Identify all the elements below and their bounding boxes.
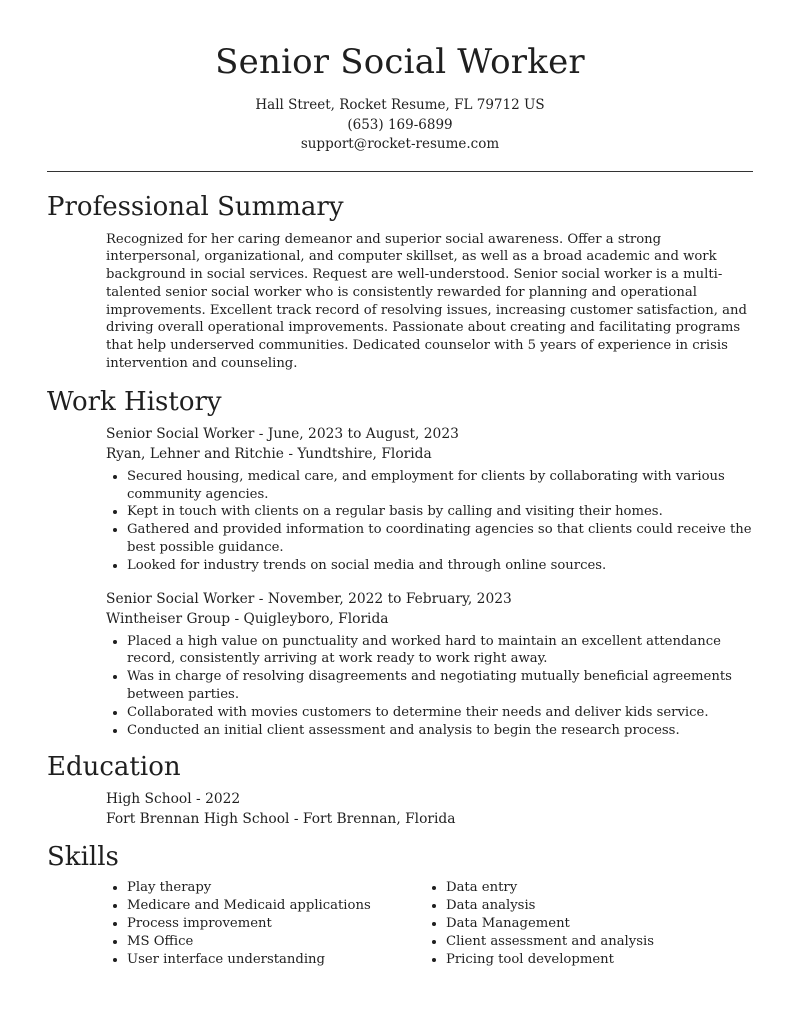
job-duties-list	[106, 633, 753, 740]
skills-body	[106, 879, 753, 968]
skills-column-left	[106, 879, 425, 968]
work-history-section	[0, 384, 800, 740]
job-duty-item: • Secured housing, medical care, and employment for clients by collaborating with various community agencies.	[127, 468, 753, 504]
contact-block	[0, 96, 800, 155]
skills-column-right	[425, 879, 744, 968]
skills-list	[425, 879, 744, 968]
education-school: Fort Brennan High School - Fort Brennan, Florida	[106, 811, 456, 828]
skill-item: • Data Management	[446, 915, 744, 933]
skills-columns	[106, 879, 753, 968]
email-text: support@rocket-resume.com	[300, 136, 500, 152]
education-section	[0, 749, 800, 829]
job-employer: Wintheiser Group - Quigleyboro, Florida	[106, 610, 389, 627]
job-entry	[106, 424, 753, 575]
job-duty-item: • Placed a high value on punctuality and worked hard to maintain an excellent attendance record, consistently arriving at work ready to work right away.	[127, 633, 753, 669]
skills-section	[0, 839, 800, 968]
resume-header	[0, 0, 800, 155]
phone-text: (653) 169-6899	[347, 116, 453, 133]
work-history-title: Work History	[47, 386, 222, 417]
skill-item: • Data analysis	[446, 897, 744, 915]
education-body	[106, 789, 753, 829]
skill-item: • Data entry	[446, 879, 744, 897]
job-duty-item: • Looked for industry trends on social media and through online sources.	[127, 557, 753, 575]
job-employer: Ryan, Lehner and Ritchie - Yundtshire, Florida	[106, 445, 432, 462]
job-heading: Senior Social Worker - November, 2022 to February, 2023	[106, 590, 512, 607]
skill-item: • Client assessment and analysis	[446, 933, 744, 951]
summary-body	[106, 231, 753, 373]
skills-list	[106, 879, 425, 968]
summary-title: Professional Summary	[47, 191, 344, 222]
header-divider	[47, 171, 753, 172]
education-title: Education	[47, 752, 181, 783]
job-duty-item: • Kept in touch with clients on a regular basis by calling and visiting their homes.	[127, 503, 753, 521]
skill-item: • User interface understanding	[127, 951, 425, 969]
candidate-name: Senior Social Worker	[215, 42, 585, 82]
job-heading: Senior Social Worker - June, 2023 to August, 2023	[106, 425, 459, 442]
work-history-body	[106, 424, 753, 740]
summary-section	[0, 189, 800, 373]
skill-item: • Medicare and Medicaid applications	[127, 897, 425, 915]
summary-text: Recognized for her caring demeanor and superior social awareness. Offer a strong interpersonal, organizational, and computer skillset, as well as a broad academic and work background in social services. Request are well-understood. Senior social worker is a multi-talented senior social worker who is consistently rewarded for planning and operational improvements. Excellent track record of resolving issues, increasing customer satisfaction, and driving overall operational improvements. Passionate about creating and facilitating programs that help underserved communities. Dedicated counselor with 5 years of experience in crisis intervention and counseling.	[106, 231, 747, 372]
education-degree: High School - 2022	[106, 791, 241, 808]
skill-item: • Process improvement	[127, 915, 425, 933]
skill-item: • Play therapy	[127, 879, 425, 897]
skill-item: • Pricing tool development	[446, 951, 744, 969]
skills-title: Skills	[47, 842, 119, 873]
job-duty-item: • Conducted an initial client assessment and analysis to begin the research process.	[127, 722, 753, 740]
job-duty-item: • Was in charge of resolving disagreements and negotiating mutually beneficial agreements between parties.	[127, 668, 753, 704]
address-text: Hall Street, Rocket Resume, FL 79712 US	[255, 97, 545, 113]
job-duty-item: • Collaborated with movies customers to determine their needs and deliver kids service.	[127, 704, 753, 722]
skill-item: • MS Office	[127, 933, 425, 951]
job-duty-item: • Gathered and provided information to coordinating agencies so that clients could receive the best possible guidance.	[127, 521, 753, 557]
job-duties-list	[106, 468, 753, 575]
job-entry	[106, 589, 753, 740]
